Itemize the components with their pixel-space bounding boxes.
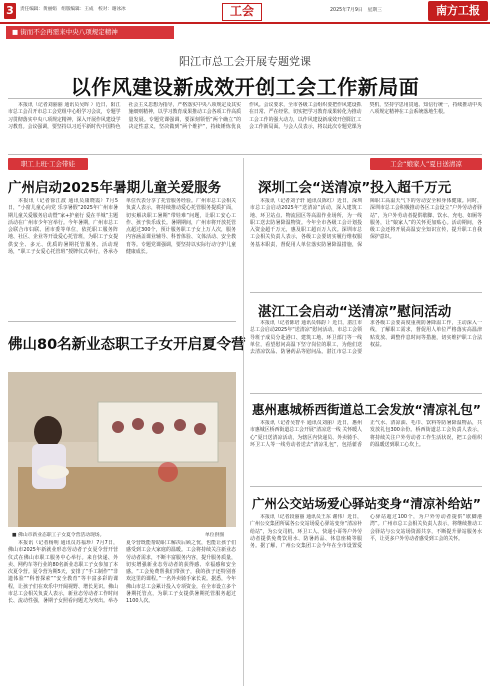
newspaper-logo: 南方工报 (428, 1, 488, 21)
photo-caption: ■ 佛山市新业态职工子女夏令营活动现场。 (12, 533, 105, 538)
article-title: 深圳工会“送清凉”投入超千万元 (258, 180, 452, 196)
article-title: 湛江工会启动“送清凉”慰问活动 (258, 304, 452, 320)
article-title: 广州公交站场爱心驿站变身“清凉补给站” (252, 496, 481, 511)
article-body (250, 320, 482, 390)
lead-body (8, 102, 482, 152)
header-rule (0, 22, 490, 24)
article-paragraph: 本报讯（记者徐江波 通讯员康晓霞）7月5日，“小窗儿童心向党 乐享暑假”2025年广州市暑期儿童关爱服务启动暨“家+护童行 爱在羊城”主题活动在广州市少年宫举行。今年暑期，广州市总工会联合市妇联、团市委等单位，依托职工服务阵地、社区、企业等开设爱心托管班，为职工子女提供安全、多元、优质的暑期托管服务。活动现场，“职工子女爱心托管班”授牌仪式举行，各承办单位代表分享了托管服务经验。广州市总工会相关负责人表示，将持续推动爱心托管服务提质扩面，切实解决职工暑期“带娃难”问题，让职工安心工作、孩子快乐成长。暑期期间，广州市将开放托管点超过300个，预计服务职工子女上万人次，服务内容涵盖课业辅导、科普体验、文体活动、安全教育等。专题党课强调，要坚持以实际行动守护儿童健康成长。 (8, 198, 236, 255)
column-separator (243, 158, 244, 686)
date-line: 2025年7月9日 星期三 (330, 8, 382, 13)
column-banner: ■ 街而不会再需来中央八项规定精神 (6, 26, 174, 39)
divider (8, 321, 236, 322)
article-paragraph: 本报讯（记者段丽丽 通讯员王东 谢伟）近日，广州公交集团所属各公交站场爱心驿站变身“清凉补给站”，为公交司机、环卫工人、快递小哥等户外劳动者提供免费饮用水、防暑药品、休息座椅等服务。据了解，广州公交集团工会今年在全市设置爱心驿站超过100个，为户外劳动者提供“歇脚港湾”。广州市总工会相关负责人表示，将继续推动工会驿站与公交站场资源共享，不断提升驿站服务水平，让更多户外劳动者感受到工会的关怀。 (250, 514, 482, 549)
article-body (250, 420, 482, 482)
article-paragraph: 本报讯（记者陈培 通讯员韩韵 ）近日，湛江市总工会启动2025年“送清凉”慰问活动，市总工会领导班子成员分赴港口、建筑工地、环卫部门等一线单位，看望慰问高温下坚守岗位的职工，为他们送去清凉饮品、防暑药品等慰问品。湛江市总工会要求各级工会要高度重视防暑降温工作，主动深入一线，了解职工需求，督促用人单位严格落实高温津贴发放、调整作息时间等措施，切实维护职工合法权益。 (250, 320, 482, 355)
divider (250, 486, 482, 487)
article-photo (8, 372, 236, 527)
divider (250, 393, 482, 394)
article-title: 佛山80名新业态职工子女开启夏令营 (8, 337, 246, 353)
article-body (8, 540, 236, 686)
section-tag: 工会 (222, 3, 262, 21)
divider (250, 292, 482, 293)
lead-kicker: 阳江市总工会开展专题党课 (179, 55, 311, 68)
article-body (8, 198, 236, 316)
section-label-left: 职工上班·工会带娃 (8, 158, 88, 170)
editors-line: 责任编辑：黄丽娟 组版编辑：王成 校对：谢冰冰 (20, 7, 126, 12)
article-paragraph: 本报讯（记者杨明 通讯员苏福珍）7月7日，佛山市2025年新就业形态劳动者子女夏令营开营仪式在佛山市职工服务中心举行。来自快递、外卖、网约车等行业的80名新业态职工子女参加了本次夏令营。夏令营为期5天，安排了“手工制作”“非遗体验”“科普探索”“安全教育”等丰富多彩的课程，让孩子们在欢乐中开阔视野、增长见识。佛山市总工会相关负责人表示，新业态劳动者工作时间长、流动性强，暑期子女照看问题尤为突出。举办夏令营既能帮助职工解决后顾之忧，也能让孩子们感受到工会大家庭的温暖。工会将持续关注新业态劳动者需求，不断丰富服务内容，提升服务质量，切实增强新业态劳动者的获得感、幸福感和安全感。“工会免费帮我们带孩子，我的孩子还特别喜欢这里的课程。”一名外卖骑手家长说。据悉，今年佛山市总工会累计投入专项资金，在全市设立多个暑期托管点，为职工子女提供暑期托管服务超过1100人次。 (8, 540, 236, 604)
article-paragraph: 本报讯（记者吴智平 通讯员刘丽）近日，惠州市惠城区桥西街道总工会开展“清凉送一线 关怀暖人心”夏日送清凉活动，为辖区内快递员、外卖骑手、环卫工人等一线劳动者送去“清凉礼包”，包括藿香正气水、清凉油、毛巾、饮料等防暑降温物品，共发放礼包300余份。桥西街道总工会负责人表示，将持续关注户外劳动者工作生活状况，把工会组织的温暖送到职工心坎上。 (250, 420, 482, 448)
lead-headline: 以作风建设新成效开创工会工作新局面 (70, 75, 420, 99)
article-body (250, 198, 482, 288)
photo-illustration (8, 372, 236, 527)
article-body (250, 514, 482, 686)
article-title: 惠州惠城桥西街道总工会发放“清凉礼包” (252, 402, 481, 417)
page-number: 3 (4, 3, 16, 19)
lead-paragraph: 本报讯（记者刘丽丽 通讯员吴晖 ）近日，阳江市总工会召开市总工会党组中心组学习会议，专题学习贯彻落实中央八项规定精神，深入开展作风建设学习教育。会议强调，要坚持以习近平新时代中国特色社会主义思想为指导，严格落实中央八项规定及其实施细则精神，以学习教育成果推动工会各项工作高质量发展。专题党课强调，要深刻领悟“两个确立”的决定性意义，坚决做到“两个维护”，持续锤炼优良作风。会议要求，全市各级工会组织要把作风建设抓在日常、严在经常，切实把学习教育成果转化为推动工会工作的强大动力，以作风建设新成效开创阳江工会工作新局面。与会人员表示，将以此次专题党课为契机，坚持学思用贯通、知信行统一，持续推动中央八项规定精神在工会系统落地生根。 (8, 102, 482, 130)
page-header (0, 0, 490, 42)
section-label-right: 工会“娘家人”夏日送清凉 (370, 158, 482, 170)
divider (8, 154, 482, 155)
article-title: 广州启动2025年暑期儿童关爱服务 (8, 180, 222, 196)
article-paragraph: 本报讯（记者刘子轩 通讯员陈红）近日，深圳市总工会启动2025年“送清凉”活动，深入建筑工地、环卫站点、物流园区等高温作业场所，为一线职工送去防暑降温物资。今年全市各级工会计划投入资金超千万元，惠及职工超百万人次。深圳市总工会相关负责人表示，各级工会要切实履行维权服务基本职责，督促用人单位落实防暑降温措施，保障职工高温天气下的劳动安全和身体健康。同时，深圳市总工会积极推动各区工会设立“户外劳动者驿站”，为户外劳动者提供歇脚、饮水、充电、如厕等服务，让“娘家人”的关怀更加贴心。活动期间，各级工会还将开展高温安全知识宣传，提升职工自我保护意识。 (250, 198, 482, 248)
divider (8, 98, 482, 99)
photo-credit: 单位供图 (205, 533, 225, 538)
